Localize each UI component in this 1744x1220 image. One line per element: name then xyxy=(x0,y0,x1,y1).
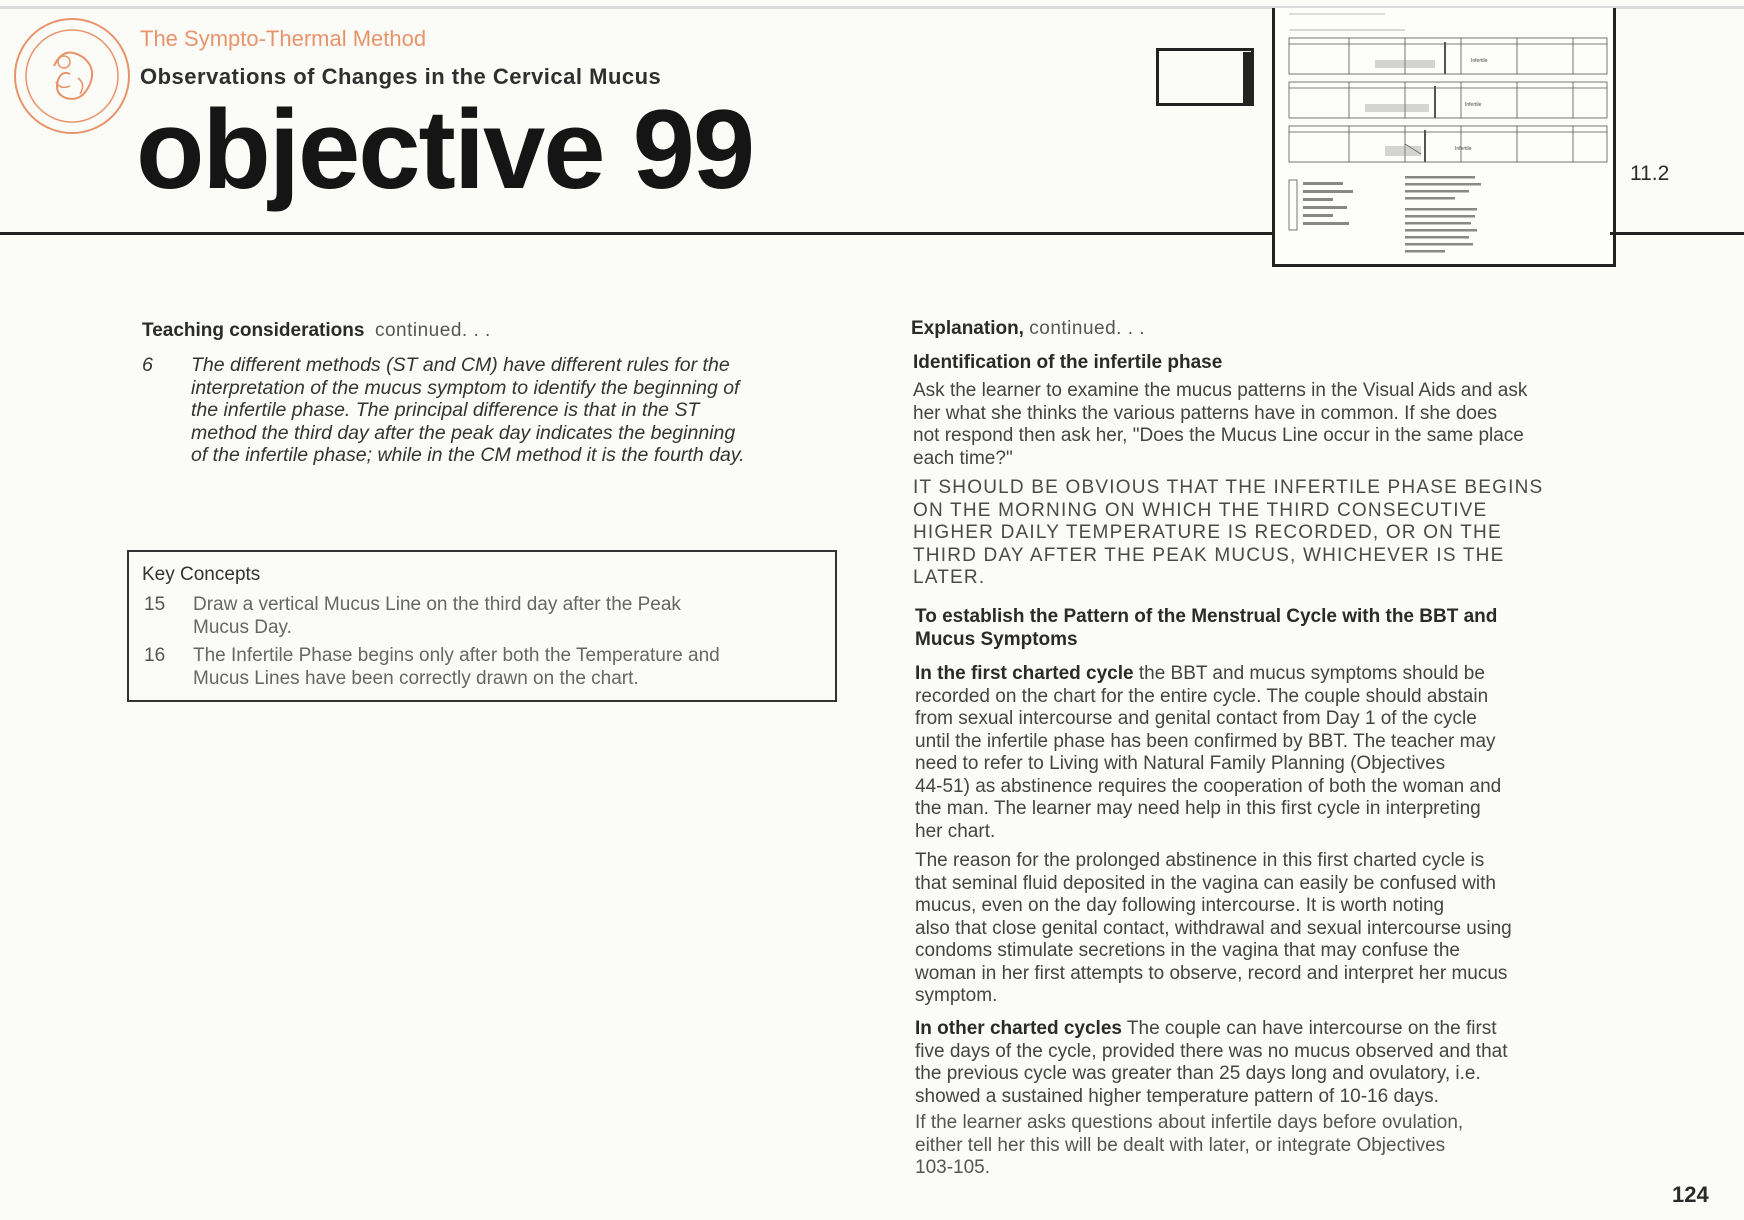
header-rule xyxy=(0,232,1275,235)
key-concept-line: Mucus Day. xyxy=(193,616,292,638)
teaching-considerations-heading: Teaching considerations continued. . . xyxy=(142,320,491,341)
teaching-line: the infertile phase. The principal difference is that in the ST xyxy=(191,399,700,421)
continued-label: continued. . . xyxy=(374,320,491,341)
thumb-label-2: Infertile xyxy=(1465,102,1482,108)
caps-line: HIGHER DAILY TEMPERATURE IS RECORDED, OR ON THE xyxy=(913,522,1502,543)
objective-title: objective 99 xyxy=(136,87,754,212)
first-cycle-paragraph: In the first charted cycle the BBT and mucus symptoms should be recorded on the chart for the entire cycle. The couple should abstain from sexual intercourse and genital contact from Day 1 of the cycle until the infertile phase has been confirmed by BBT. The teacher may need to refer to Living with Natural Family Planning (Objectives 44-51) as abstinence requires the cooperation of both the woman and the man. The learner may need help in this first cycle in interpreting her chart. xyxy=(915,663,1502,842)
page-number: 124 xyxy=(1672,1182,1709,1207)
reason-paragraph: The reason for the prolonged abstinence in this first charted cycle is that seminal fluid deposited in the vagina can easily be confused with mucus, even on the day following intercourse. It is worth noting also that close genital contact, withdrawal and sexual intercourse using condoms stimulate secretions in the vagina that may confuse the woman in her first attempts to observe, record and interpret her mucus symptom. xyxy=(915,850,1512,1006)
final-paragraph: If the learner asks questions about infertile days before ovulation, either tell her this will be dealt with later, or integrate Objectives 103-105. xyxy=(915,1112,1464,1178)
key-concept-line: Mucus Lines have been correctly drawn on the chart. xyxy=(193,667,639,689)
paragraph-line: Ask the learner to examine the mucus patterns in the Visual Aids and ask xyxy=(913,380,1528,401)
key-concepts-box xyxy=(127,550,837,702)
teaching-line: The different methods (ST and CM) have different rules for the xyxy=(191,354,730,376)
infertile-phase-paragraph xyxy=(913,380,1693,470)
key-concept-16 xyxy=(193,645,823,690)
key-concept-line: The Infertile Phase begins only after both the Temperature and xyxy=(193,645,720,666)
other-cycles-lead: In other charted cycles xyxy=(915,1018,1122,1039)
method-logo-icon xyxy=(12,16,132,136)
series-title: The Sympto-Thermal Method xyxy=(140,26,427,51)
thumb-label-3: Infertile xyxy=(1455,146,1472,152)
key-concepts-heading: Key Concepts xyxy=(142,564,261,585)
pattern-heading: To establish the Pattern of the Menstrual Cycle with the BBT and Mucus Symptoms xyxy=(915,606,1498,650)
subtitle: Observations of Changes in the Cervical Mucus xyxy=(140,64,662,89)
other-cycles-paragraph: In other charted cycles The couple can have intercourse on the first five days of the cycle, provided there was no mucus observed and that the previous cycle was greater than 25 days long and ovulatory, i.e. showed a sustained higher temperature pattern of 10-16 days. xyxy=(915,1018,1508,1107)
caps-line: THIRD DAY AFTER THE PEAK MUCUS, WHICHEVER IS THE xyxy=(913,544,1505,566)
caps-line: IT SHOULD BE OBVIOUS THAT THE INFERTILE PHASE BEGINS xyxy=(913,477,1544,498)
teaching-line: method the third day after the peak day indicates the beginning xyxy=(191,421,736,444)
paragraph-line: her what she thinks the various patterns have in common. If she does xyxy=(913,402,1498,424)
key-concept-number: 15 xyxy=(144,594,166,615)
teaching-line: of the infertile phase; while in the CM method it is the fourth day. xyxy=(191,444,745,466)
key-concept-number: 16 xyxy=(144,645,166,666)
teaching-item-6 xyxy=(191,354,851,467)
cycle-chart-thumbnail xyxy=(1275,8,1613,264)
item-number-6: 6 xyxy=(142,354,153,376)
thumb-label-1: Infertile xyxy=(1471,58,1488,64)
infertile-phase-rule xyxy=(913,477,1693,590)
teaching-line: interpretation of the mucus symptom to identify the beginning of xyxy=(191,376,740,399)
paragraph-line: not respond then ask her, "Does the Mucus Line occur in the same place xyxy=(913,425,1524,446)
visual-aid-thumbnail xyxy=(1272,8,1616,267)
open-box-shadow xyxy=(1243,52,1251,104)
infertile-phase-heading: Identification of the infertile phase xyxy=(913,352,1223,373)
header-rule-right xyxy=(1610,232,1744,235)
first-cycle-lead: In the first charted cycle xyxy=(915,663,1134,684)
paragraph-line: each time?" xyxy=(913,447,1013,469)
key-concept-line: Draw a vertical Mucus Line on the third day after the Peak xyxy=(193,594,681,615)
continued-label: continued. . . xyxy=(1029,318,1146,339)
explanation-heading: Explanation, continued. . . xyxy=(911,318,1146,339)
caps-line: ON THE MORNING ON WHICH THE THIRD CONSECUTIVE xyxy=(913,499,1488,521)
caps-line: LATER. xyxy=(913,567,986,588)
key-concept-15 xyxy=(193,594,823,639)
section-number: 11.2 xyxy=(1630,162,1670,185)
open-box-icon xyxy=(1156,48,1254,106)
